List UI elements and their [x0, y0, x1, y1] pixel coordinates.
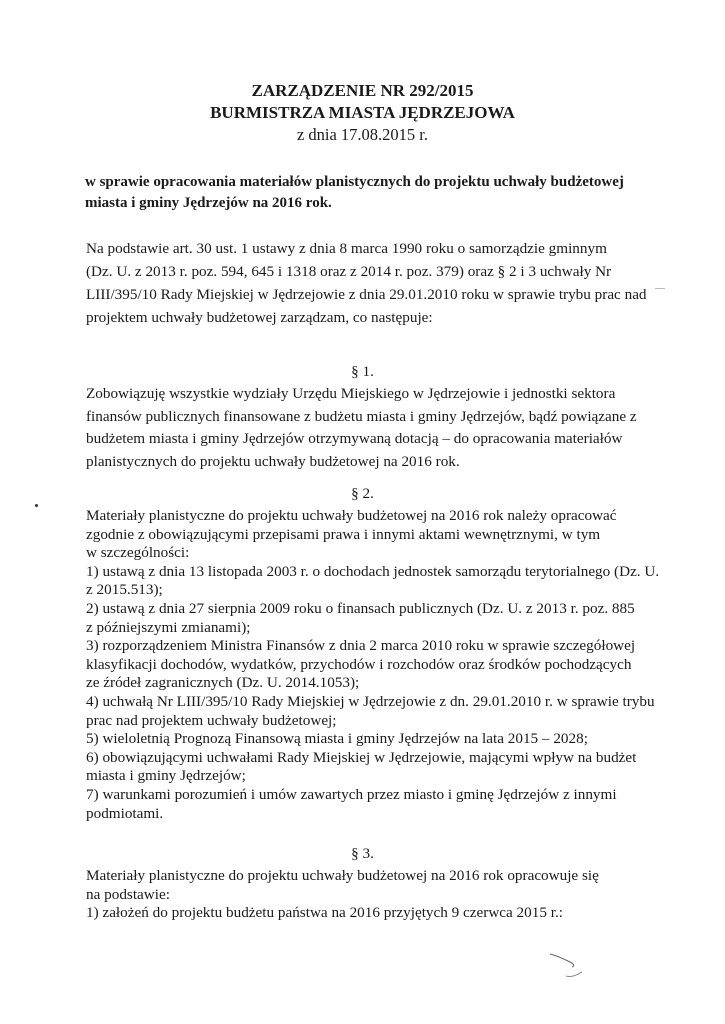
preamble-line-1: Na podstawie art. 30 ust. 1 ustawy z dnia 8 marca 1990 roku o samorządzie gminnym	[86, 240, 607, 257]
section-2-line: zgodnie z obowiązującymi przepisami prawa i innymi aktami wewnętrznymi, w tym	[86, 525, 601, 543]
section-2-line: z 2015.513);	[86, 581, 163, 599]
section-1-line: planistycznych do projektu uchwały budżetowej na 2016 rok.	[86, 452, 460, 470]
section-2-line: w szczególności:	[86, 544, 190, 562]
section-3-line: na podstawie:	[86, 885, 170, 903]
document-date: z dnia 17.08.2015 r.	[296, 125, 429, 144]
section-2-line: 5) wieloletnią Prognozą Finansową miasta i gminy Jędrzejów na lata 2015 – 2028;	[86, 730, 588, 748]
section-2-line: podmiotami.	[86, 804, 164, 822]
section-1-mark: § 1.	[351, 363, 374, 380]
section-1-line: Zobowiązuję wszystkie wydziały Urzędu Miejskiego w Jędrzejowie i jednostki sektora	[86, 385, 616, 402]
section-2-line: ze źródeł zagranicznych (Dz. U. 2014.1053);	[86, 674, 360, 692]
section-2-line: z późniejszymi zmianami);	[86, 618, 251, 636]
preamble-line-3: LIII/395/10 Rady Miejskiej w Jędrzejowie z dnia 29.01.2010 roku w sprawie trybu prac nad	[86, 286, 647, 303]
section-2-line: 1) ustawą z dnia 13 listopada 2003 r. o dochodach jednostek samorządu terytorialnego (Dz. U.	[86, 562, 660, 580]
section-2-mark: § 2.	[351, 485, 374, 502]
section-2-line: prac nad projektem uchwały budżetowej;	[86, 711, 337, 729]
section-2-line: 2) ustawą z dnia 27 sierpnia 2009 roku o finansach publicznych (Dz. U. z 2013 r. poz. 885	[86, 600, 635, 617]
section-2-line: 3) rozporządzeniem Ministra Finansów z dnia 2 marca 2010 roku w sprawie szczegółowej	[86, 637, 636, 655]
section-2-line: miasta i gminy Jędrzejów;	[86, 767, 246, 785]
section-2-line: Materiały planistyczne do projektu uchwały budżetowej na 2016 rok należy opracować	[86, 507, 617, 524]
preamble-line-2: (Dz. U. z 2013 r. poz. 594, 645 i 1318 oraz z 2014 r. poz. 379) oraz § 2 i 3 uchwały Nr	[86, 263, 612, 280]
section-3-line: Materiały planistyczne do projektu uchwały budżetowej na 2016 rok opracowuje się	[86, 867, 599, 884]
paraph-signature	[548, 948, 588, 982]
section-2-line: klasyfikacji dochodów, wydatków, przychodów i rozchodów oraz środków pochodzących	[86, 655, 632, 673]
scan-speck	[35, 504, 38, 507]
section-3-line: 1) założeń do projektu budżetu państwa na 2016 przyjętych 9 czerwca 2015 r.:	[86, 904, 563, 922]
margin-mark	[655, 288, 665, 289]
subject-line-2: miasta i gminy Jędrzejów na 2016 rok.	[85, 195, 332, 211]
section-2-line: 7) warunkami porozumień i umów zawartych przez miasto i gminę Jędrzejów z innymi	[86, 786, 617, 803]
section-1-line: finansów publicznych finansowane z budżetu miasta i gminy Jędrzejów, bądź powiązane z	[86, 407, 637, 425]
title-line-1: ZARZĄDZENIE NR 292/2015	[251, 81, 474, 100]
section-3-mark: § 3.	[351, 845, 374, 862]
preamble-line-4: projektem uchwały budżetowej zarządzam, co następuje:	[86, 309, 433, 326]
section-2-line: 6) obowiązującymi uchwałami Rady Miejskiej w Jędrzejowie, mającymi wpływ na budżet	[86, 748, 637, 766]
section-1-line: budżetem miasta i gminy Jędrzejów otrzymywaną dotacją – do opracowania materiałów	[86, 430, 623, 447]
section-2-line: 4) uchwałą Nr LIII/395/10 Rady Miejskiej w Jędrzejowie z dn. 29.01.2010 r. w sprawie trybu	[86, 693, 655, 710]
title-line-2: BURMISTRZA MIASTA JĘDRZEJOWA	[210, 103, 515, 122]
subject-line-1: w sprawie opracowania materiałów planistycznych do projektu uchwały budżetowej	[85, 174, 624, 190]
